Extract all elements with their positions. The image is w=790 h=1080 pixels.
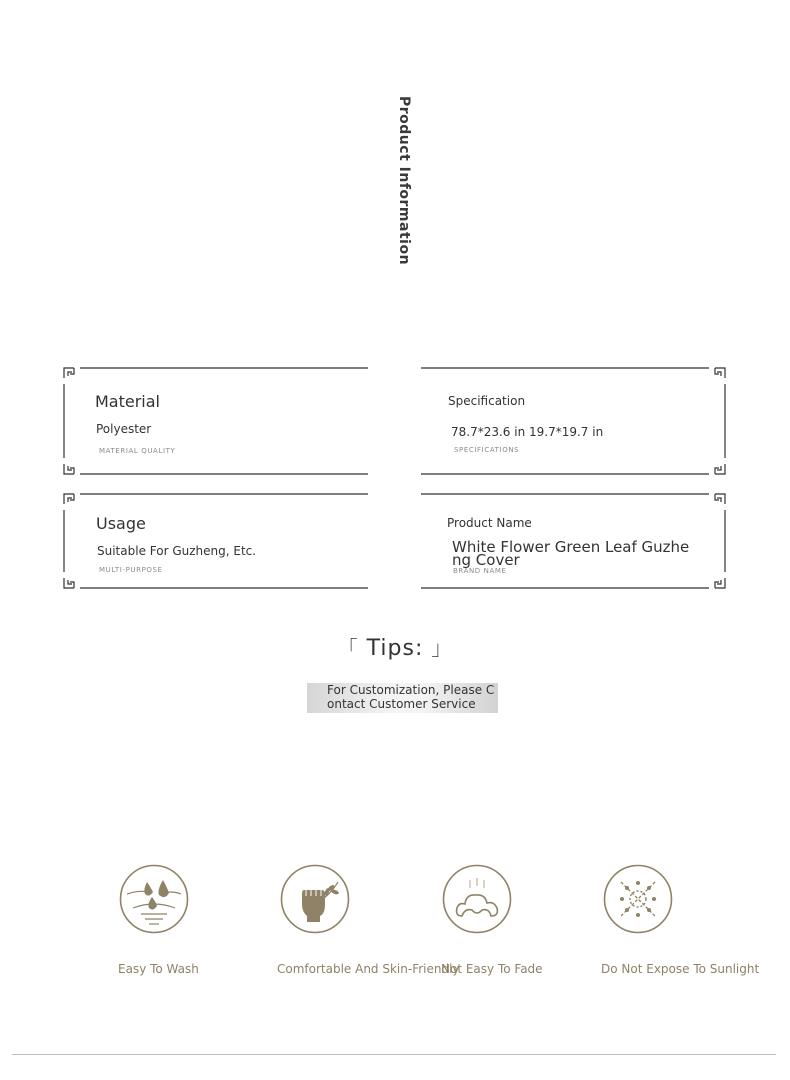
- care-label-comfortable: Comfortable And Skin-Friendly: [277, 962, 460, 976]
- customization-note: [307, 683, 498, 713]
- specification-card: [421, 366, 727, 476]
- tips-open-bracket: 「: [337, 636, 359, 660]
- tips-title: Tips:: [366, 636, 424, 661]
- bottom-divider: [12, 1054, 776, 1055]
- material-sub: MATERIAL QUALITY: [99, 447, 176, 455]
- product-name-value: White Flower Green Leaf Guzheng Cover: [452, 538, 690, 569]
- product-name-sub: BRAND NAME: [453, 567, 507, 575]
- care-label-fade: Not Easy To Fade: [441, 962, 543, 976]
- product-name-label: Product Name: [447, 516, 532, 530]
- tips-heading: [0, 632, 790, 661]
- cloud-icon: [442, 864, 512, 934]
- wash-icon: [119, 864, 189, 934]
- card-frame-left: [62, 366, 368, 476]
- specification-value: 78.7*23.6 in 19.7*19.7 in: [451, 425, 604, 439]
- usage-sub: MULTI-PURPOSE: [99, 566, 163, 574]
- material-value: Polyester: [96, 422, 152, 436]
- specification-sub: SPECIFICATIONS: [454, 446, 520, 454]
- usage-value: Suitable For Guzheng, Etc.: [97, 544, 257, 558]
- card-frame-right: [421, 366, 727, 476]
- usage-label: Usage: [96, 514, 146, 533]
- fist-leaf-icon: [280, 864, 350, 934]
- material-card: [62, 366, 368, 476]
- usage-card: [62, 492, 368, 590]
- tips-close-bracket: 」: [431, 636, 453, 660]
- section-title: Product Information: [396, 96, 412, 266]
- customization-note-text: For Customization, Please Contact Customer Service: [327, 683, 495, 711]
- care-label-sunlight: Do Not Expose To Sunlight: [601, 962, 760, 976]
- care-label-wash: Easy To Wash: [118, 962, 199, 976]
- product-name-card: [421, 492, 727, 590]
- material-label: Material: [95, 392, 160, 411]
- no-sun-icon: [603, 864, 673, 934]
- card-frame-left: [62, 492, 368, 590]
- specification-label: Specification: [448, 394, 526, 408]
